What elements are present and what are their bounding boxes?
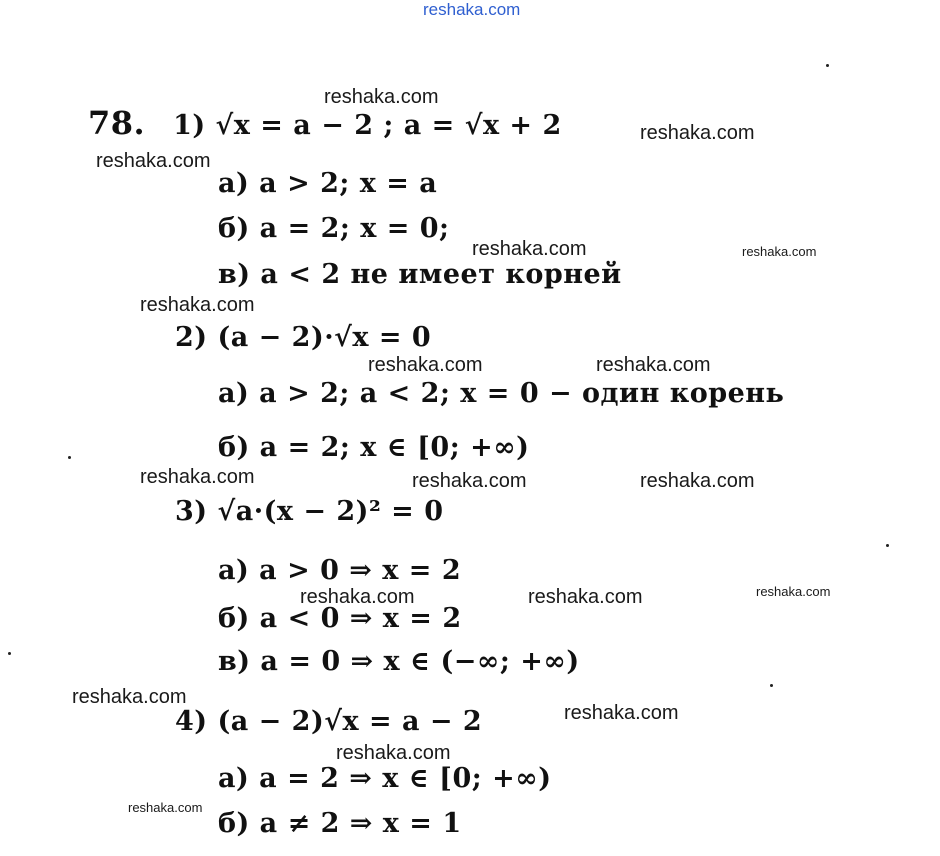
- watermark: reshaka.com: [472, 238, 587, 260]
- watermark: reshaka.com: [564, 702, 679, 724]
- part1-case-a: а) a > 2; x = a: [218, 168, 438, 199]
- part2-case-b: б) a = 2; x ∈ [0; +∞): [218, 432, 530, 463]
- watermark: reshaka.com: [72, 686, 187, 708]
- part1-case-v: в) a < 2 не имеет корней: [218, 259, 622, 290]
- watermark: reshaka.com: [756, 584, 831, 599]
- part1-case-b: б) a = 2; x = 0;: [218, 213, 450, 244]
- problem-number: 78.: [88, 104, 146, 142]
- watermark: reshaka.com: [128, 800, 203, 815]
- scan-speck: [8, 652, 11, 655]
- scan-speck: [826, 64, 829, 67]
- part3-equation: 3) √a·(x − 2)² = 0: [175, 496, 444, 527]
- part3-case-b: б) a < 0 ⇒ x = 2: [218, 603, 462, 634]
- watermark: reshaka.com: [640, 122, 755, 144]
- watermark-top: reshaka.com: [423, 0, 521, 19]
- watermark: reshaka.com: [140, 466, 255, 488]
- watermark: reshaka.com: [596, 354, 711, 376]
- scan-speck: [68, 456, 71, 459]
- problem-1-head: [88, 104, 562, 142]
- part1-equation: 1) √x = a − 2 ; a = √x + 2: [173, 110, 562, 141]
- watermark: reshaka.com: [368, 354, 483, 376]
- watermark: reshaka.com: [528, 586, 643, 608]
- part2-equation: 2) (a − 2)·√x = 0: [175, 322, 432, 353]
- scan-speck: [886, 544, 889, 547]
- watermark: reshaka.com: [96, 150, 211, 172]
- watermark: reshaka.com: [336, 742, 451, 764]
- watermark: reshaka.com: [640, 470, 755, 492]
- part4-equation: 4) (a − 2)√x = a − 2: [175, 706, 483, 737]
- part2-case-a: а) a > 2; a < 2; x = 0 − один корень: [218, 378, 785, 409]
- watermark: reshaka.com: [412, 470, 527, 492]
- watermark: reshaka.com: [742, 244, 817, 259]
- part3-case-a: а) a > 0 ⇒ x = 2: [218, 555, 462, 586]
- watermark: reshaka.com: [324, 86, 439, 108]
- watermark: reshaka.com: [140, 294, 255, 316]
- part4-case-a: а) a = 2 ⇒ x ∈ [0; +∞): [218, 763, 552, 794]
- part4-case-b: б) a ≠ 2 ⇒ x = 1: [218, 808, 462, 839]
- watermark: reshaka.com: [300, 586, 415, 608]
- scan-speck: [770, 684, 773, 687]
- part3-case-v: в) a = 0 ⇒ x ∈ (−∞; +∞): [218, 646, 580, 677]
